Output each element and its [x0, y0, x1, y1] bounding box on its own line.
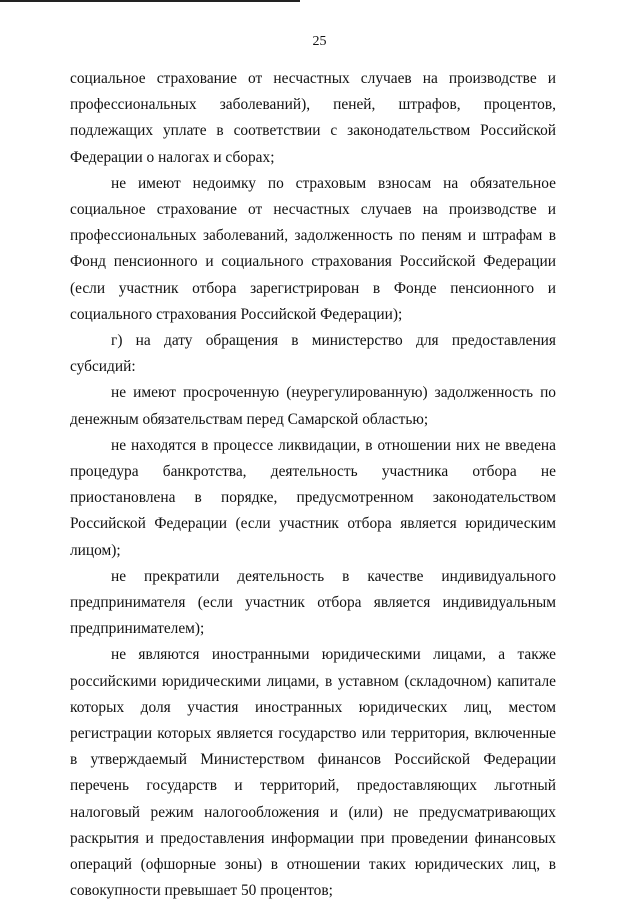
scan-edge-line [0, 0, 300, 2]
paragraph-4: не имеют просроченную (неурегулированную) задолженность по денежным обязательствам перед Самарской областью; [70, 384, 556, 428]
paragraph-2: не имеют недоимку по страховым взносам на обязательное социальное страхование от несчастных случаев на производстве и профессиональных заболеваний, задолженность по пеням и штрафам в Фонд пенсионного и социального страхования Российской Федерации (если участник отбора зарегистрирован в Фонде пенсионного и социального страхования Российской Федерации); [70, 174, 556, 323]
document-body [70, 66, 556, 905]
paragraph-1: социальное страхование от несчастных случаев на производстве и профессиональных заболеваний), пеней, штрафов, процентов, подлежащих уплате в соответствии с законодательством Российской Федерации о налогах и сборах; [70, 70, 556, 166]
page-number: 25 [312, 34, 327, 49]
paragraph-7: не являются иностранными юридическими лицами, а также российскими юридическими лицами, в уставном (складочном) капитале которых доля участия иностранных юридических лиц, местом регистрации которых является государство или территория, включенные в утверждаемый Министерством финансов Российской Федерации перечень государств и территорий, предоставляющих льготный налоговый режим налогообложения и (или) не предусматривающих раскрытия и предоставления информации при проведении финансовых операций (офшорные зоны) в отношении таких юридических лиц, в совокупности превышает 50 процентов; [70, 646, 556, 900]
paragraph-3: г) на дату обращения в министерство для предоставления субсидий: [70, 332, 556, 376]
paragraph-6: не прекратили деятельность в качестве индивидуального предпринимателя (если участник отбора является индивидуальным предпринимателем); [70, 567, 556, 638]
paragraph-5: не находятся в процессе ликвидации, в отношении них не введена процедура банкротства, деятельность участника отбора не приостановлена в порядке, предусмотренном законодательством Российской Федерации (если участник отбора является юридическим лицом); [70, 436, 556, 559]
